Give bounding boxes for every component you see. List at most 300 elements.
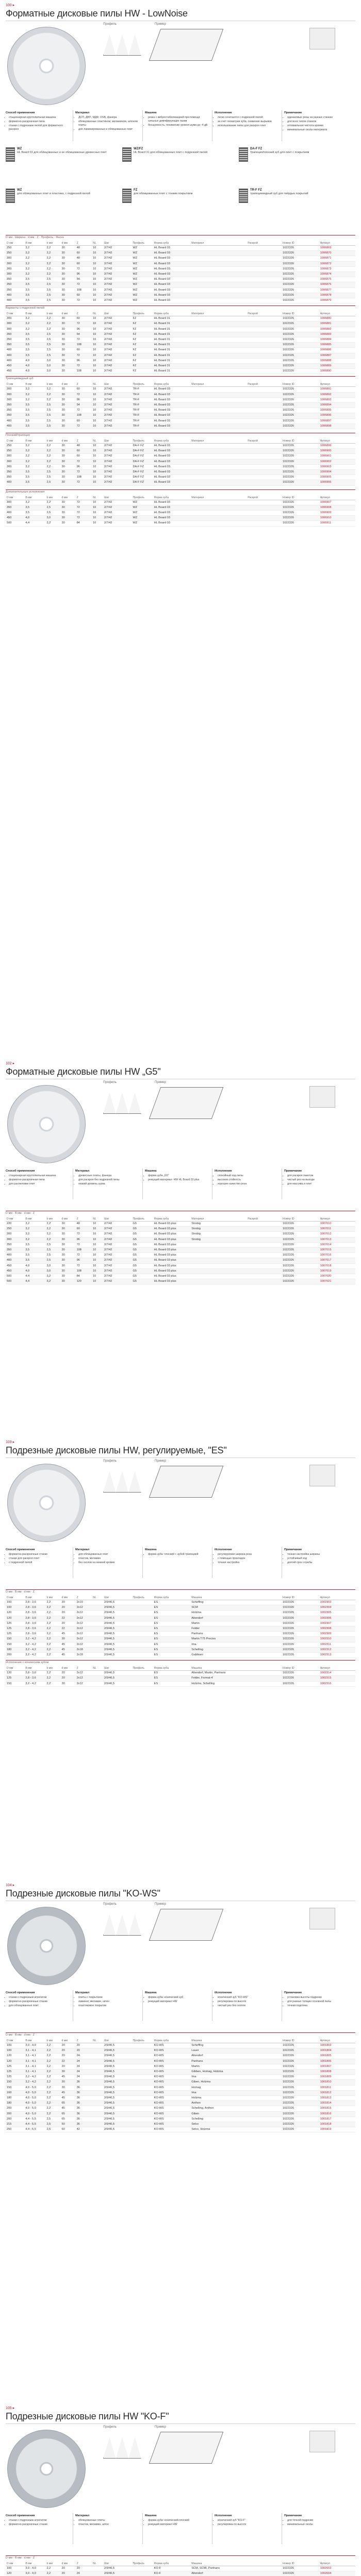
table-cell: 3,5 xyxy=(24,298,45,303)
table-cell: 30 xyxy=(61,1279,76,1284)
info-column xyxy=(75,1170,141,1187)
table-cell: HL Board 03 plus xyxy=(153,1253,191,1258)
table-cell: 1022326 xyxy=(282,470,319,475)
table-cell: 10 xyxy=(92,327,103,332)
table-cell: HL Board 03 xyxy=(153,470,191,475)
table-cell: 350 xyxy=(6,475,24,480)
table-header-cell: d мм xyxy=(61,1217,76,1222)
info-list-item: • для разных толщин основной пилы xyxy=(287,2000,350,2004)
table-cell: 2,2 xyxy=(45,272,60,277)
table-cell: KO-WS xyxy=(153,2101,191,2106)
table-cell: 2/7/42 xyxy=(103,480,132,485)
table-cell: KO-WS xyxy=(153,2085,191,2090)
table-header-cell: Профиль xyxy=(132,2039,153,2043)
tooth-profile-drawing xyxy=(103,1909,145,1936)
info-list-item: • для всех типов станков xyxy=(287,120,350,124)
table-cell xyxy=(247,1647,282,1652)
info-column-heading: Материал xyxy=(75,1991,90,1994)
table-cell: 3,5 xyxy=(24,1242,45,1247)
table-cell: 1022326 xyxy=(282,1279,319,1284)
table-cell xyxy=(92,2101,103,2106)
table-header-cell: Материал xyxy=(190,439,247,444)
table-cell: 1007015 xyxy=(319,1248,355,1253)
variant-thumbnail xyxy=(6,189,15,203)
table-cell: 2/7/42 xyxy=(103,272,132,277)
table-cell: DA-F FZ xyxy=(132,475,153,480)
table-header-cell: Раскрой xyxy=(247,382,282,387)
table-cell: 1006869 xyxy=(319,246,355,251)
table-header-row xyxy=(6,1666,355,1671)
table-cell: 20 xyxy=(61,1676,76,1681)
table-cell: G5 xyxy=(132,1242,153,1247)
table-cell: KO-WS xyxy=(153,2048,191,2054)
table-cell: 3,2 xyxy=(24,261,45,266)
table-cell: 2/7/42 xyxy=(103,327,132,332)
table-header-cell: Номер ID xyxy=(282,1217,319,1222)
table-cell xyxy=(247,2075,282,2080)
table-cell: 1022326 xyxy=(282,459,319,464)
table-cell: 150 xyxy=(6,1681,24,1686)
table-cell: Gabbiani xyxy=(190,1653,247,1658)
table-header-cell: Номер ID xyxy=(282,312,319,316)
table-cell: 100 xyxy=(6,1605,24,1611)
table-row xyxy=(6,2064,355,2069)
table-cell: 300 xyxy=(6,459,24,464)
table-cell: 1006892 xyxy=(319,392,355,397)
table-cell: 1022326 xyxy=(282,1248,319,1253)
table-cell: 300 xyxy=(6,1232,24,1237)
table-cell: 1006886 xyxy=(319,348,355,353)
table-cell: 2,2 xyxy=(45,1647,60,1652)
info-list-item: • минимальные сколы материала xyxy=(287,128,350,132)
spec-table xyxy=(6,439,355,486)
info-column xyxy=(6,1991,72,2008)
table-cell xyxy=(247,1268,282,1274)
table-cell: 1022326 xyxy=(282,2096,319,2101)
table-cell: 48 xyxy=(76,256,92,261)
table-cell: 1006907 xyxy=(319,500,355,505)
table-cell: 450 xyxy=(6,1268,24,1274)
table-cell xyxy=(247,1611,282,1616)
variant-description xyxy=(250,189,348,196)
table-cell: HL Board 03 plus xyxy=(153,1242,191,1247)
table-cell xyxy=(247,1279,282,1284)
table-cell: ES xyxy=(153,1671,191,1676)
table-cell xyxy=(92,1605,103,1611)
spec-table xyxy=(6,382,355,429)
table-cell: 1022326 xyxy=(282,2116,319,2122)
table-cell xyxy=(247,2059,282,2064)
table-cell: 300 xyxy=(6,1237,24,1242)
info-list-item: • форматно-раскроечные станки xyxy=(9,2523,72,2527)
table-header-cell: Материал xyxy=(190,1217,247,1222)
table-cell: HL Board 03 plus xyxy=(153,1237,191,1242)
table-cell: 2,5 xyxy=(45,505,60,510)
table-cell: 1006911 xyxy=(319,521,355,526)
info-list-item: • точная настройка xyxy=(218,1561,281,1565)
table-cell: 125 xyxy=(6,1676,24,1681)
info-list-item: • использование пилы для раскроя плит xyxy=(218,124,281,128)
table-cell: HL Board 31 xyxy=(153,353,191,358)
table-cell: 1001812 xyxy=(319,2090,355,2095)
table-cell: 3,5 xyxy=(24,505,45,510)
table-cell: Strobig xyxy=(190,1222,247,1227)
table-cell: 30 xyxy=(61,423,76,429)
table-cell: 3,5 xyxy=(24,348,45,353)
table-cell: 108 xyxy=(76,475,92,480)
table-cell: 4,0 xyxy=(24,1268,45,1274)
table-cell: 30 xyxy=(61,348,76,353)
spec-table xyxy=(6,241,355,303)
table-cell: 1022326 xyxy=(282,454,319,459)
table-header-cell: b мм xyxy=(45,241,60,246)
table-row xyxy=(6,282,355,287)
table-cell xyxy=(190,413,247,418)
table-cell: WZ xyxy=(132,277,153,282)
table-cell: Scheffing xyxy=(190,2043,247,2048)
table-cell: 65 xyxy=(61,2101,76,2106)
table-cell xyxy=(247,2096,282,2101)
table-cell: 10 xyxy=(92,287,103,293)
table-cell xyxy=(190,1253,247,1258)
table-cell: 1022326 xyxy=(282,1653,319,1658)
table-cell: 22 xyxy=(61,2059,76,2064)
table-cell: 300 xyxy=(6,261,24,266)
info-column xyxy=(215,1548,281,1565)
table-cell: WZ xyxy=(132,287,153,293)
table-header-cell: Материал xyxy=(190,382,247,387)
table-cell: 1001819 xyxy=(319,2127,355,2132)
table-row xyxy=(6,246,355,251)
table-cell: 30 xyxy=(61,470,76,475)
info-column xyxy=(6,111,72,132)
info-column xyxy=(145,1991,211,2004)
table-cell xyxy=(190,332,247,337)
table-cell: HL Board 03 xyxy=(153,246,191,251)
table-cell: 1022326 xyxy=(282,403,319,408)
table-cell: FZ xyxy=(132,353,153,358)
table-row xyxy=(6,475,355,480)
table-row xyxy=(6,1621,355,1626)
table-cell xyxy=(92,2059,103,2064)
table-cell xyxy=(132,1621,153,1626)
table-cell: WZ xyxy=(132,516,153,521)
table-cell: FZ xyxy=(132,327,153,332)
table-cell: 2/9/46,5 xyxy=(103,1671,132,1676)
table-cell: 1022326 xyxy=(282,1600,319,1605)
info-list-item: • форма зуба: конический-плоский xyxy=(148,2519,211,2522)
table-row xyxy=(6,2116,355,2122)
table-cell: 2,2 xyxy=(45,1637,60,1642)
table-cell: 3,5 xyxy=(24,337,45,343)
table-cell xyxy=(190,464,247,469)
table-cell: 1022326 xyxy=(282,251,319,256)
table-cell: Martin T75 Preciso xyxy=(190,1637,247,1642)
table-cell: Homag xyxy=(190,2085,247,2090)
table-cell: 30 xyxy=(61,251,76,256)
info-list-item: • режущий материал HW xyxy=(148,2523,211,2527)
table-cell: 30 xyxy=(61,500,76,505)
table-cell: 1022326 xyxy=(282,464,319,469)
table-cell: 108 xyxy=(76,343,92,348)
table-cell xyxy=(190,444,247,449)
table-cell: 3,2 xyxy=(24,449,45,454)
table-cell: HL Board 03 xyxy=(153,282,191,287)
table-cell: 2/7/42 xyxy=(103,282,132,287)
table-cell: 120 xyxy=(6,2054,24,2059)
table-cell: 10 xyxy=(92,516,103,521)
table-cell: 2/9/46,5 xyxy=(103,2064,132,2069)
info-list-item: • с помощью прокладок xyxy=(218,1557,281,1561)
table-cell: 125 xyxy=(6,1626,24,1632)
info-column-heading: Примечание xyxy=(284,1991,302,1994)
table-header-cell: NL xyxy=(92,496,103,500)
table-cell xyxy=(92,1632,103,1637)
table-cell: 1006893 xyxy=(319,397,355,402)
table-cell: 30 xyxy=(61,397,76,402)
table-header-cell: Артикул xyxy=(319,382,355,387)
table-cell: 1006889 xyxy=(319,364,355,369)
table-header-cell: Форма зуба xyxy=(153,312,191,316)
table-header-cell: Машина xyxy=(190,1666,247,1671)
table-cell: 120 xyxy=(6,2059,24,2064)
info-list xyxy=(6,116,72,131)
table-cell xyxy=(190,459,247,464)
table-row xyxy=(6,423,355,429)
table-cell: 2,2 xyxy=(45,1605,60,1611)
table-cell: G5 xyxy=(132,1279,153,1284)
table-cell xyxy=(190,387,247,392)
table-cell xyxy=(132,2048,153,2054)
info-column-heading: Исполнение xyxy=(215,1548,232,1551)
table-row xyxy=(6,1605,355,1611)
table-cell: 30 xyxy=(61,337,76,343)
table-header-cell: b мм xyxy=(45,312,60,316)
info-column xyxy=(284,1548,350,1565)
table-cell: 3,0 xyxy=(45,516,60,521)
table-cell xyxy=(190,369,247,374)
info-list xyxy=(215,116,281,128)
table-row xyxy=(6,1268,355,1274)
table-cell: 22 xyxy=(61,1626,76,1632)
table-cell: 350 xyxy=(6,343,24,348)
table-cell: 1022326 xyxy=(282,1642,319,1647)
table-cell: HL Board 03 xyxy=(153,480,191,485)
table-cell: 108 xyxy=(76,1248,92,1253)
table-cell xyxy=(247,511,282,516)
column-divider xyxy=(142,1990,143,2021)
table-cell: 1022326 xyxy=(282,1222,319,1227)
table-cell: 30 xyxy=(61,521,76,526)
table-cell: 24 xyxy=(76,2064,92,2069)
table-cell: 10 xyxy=(92,403,103,408)
table-row xyxy=(6,397,355,402)
table-row xyxy=(6,2085,355,2090)
table-cell xyxy=(132,1626,153,1632)
table-cell xyxy=(247,500,282,505)
table-cell: 2,8 - 3,6 xyxy=(24,1611,45,1616)
table-cell: 10 xyxy=(92,343,103,348)
table-cell: 400 xyxy=(6,358,24,363)
table-cell xyxy=(132,2075,153,2080)
table-cell xyxy=(247,2085,282,2090)
table-cell: 72 xyxy=(76,500,92,505)
caption-profile: Профиль xyxy=(103,1903,117,1906)
table-row xyxy=(6,358,355,363)
table-cell: 250 xyxy=(6,444,24,449)
table-cell: 400 xyxy=(6,1253,24,1258)
table-cell: 2,5 xyxy=(45,277,60,282)
table-cell: 1006897 xyxy=(319,418,355,423)
table-header-cell: Номер ID xyxy=(282,496,319,500)
info-column xyxy=(75,2514,141,2527)
table-cell: Anthon xyxy=(190,2101,247,2106)
table-cell: 2x12 xyxy=(76,1642,92,1647)
table-cell: 300 xyxy=(6,454,24,459)
table-row xyxy=(6,2048,355,2054)
info-list-item: • устойчивый ход xyxy=(287,1557,350,1561)
table-cell: 1001814 xyxy=(319,2101,355,2106)
table-cell: 1022326 xyxy=(282,316,319,321)
table-cell: 60 xyxy=(76,293,92,298)
table-cell xyxy=(190,353,247,358)
table-cell: 30 xyxy=(61,403,76,408)
table-row xyxy=(6,364,355,369)
table-cell: 1002603 xyxy=(319,2566,355,2571)
table-cell: HL Board 03 xyxy=(153,403,191,408)
table-cell: 30 xyxy=(61,1637,76,1642)
table-row xyxy=(6,348,355,353)
table-cell: 2/9/46,5 xyxy=(103,2122,132,2127)
table-cell: 3,2 xyxy=(24,392,45,397)
table-cell: 2/7/42 xyxy=(103,321,132,327)
table-header-cell: Z xyxy=(76,496,92,500)
table-cell: HL Board 03 xyxy=(153,266,191,272)
info-list-item: • за счёт геометрии зуба, снижение вырывов xyxy=(218,120,281,124)
table-cell: 2,5 xyxy=(45,408,60,413)
table-row xyxy=(6,277,355,282)
section-code: 100 ▸ xyxy=(6,4,15,7)
table-cell: 3,2 - 4,2 xyxy=(24,1637,45,1642)
table-cell: 10 xyxy=(92,332,103,337)
table-header-cell: d мм xyxy=(61,312,76,316)
table-cell: 4,4 xyxy=(24,1279,45,1284)
table-cell: 1002314 xyxy=(319,1671,355,1676)
table-cell: 10 xyxy=(92,1258,103,1263)
variant-thumbnail xyxy=(6,147,15,162)
table-cell: HL Board 03 plus xyxy=(153,1248,191,1253)
table-cell: 60 xyxy=(76,387,92,392)
table-cell: 2/7/42 xyxy=(103,251,132,256)
table-cell: 2,5 xyxy=(45,343,60,348)
table-cell: HL Board 03 xyxy=(153,298,191,303)
variant-description xyxy=(134,147,232,155)
table-row xyxy=(6,480,355,485)
table-cell: 2/9/46,5 xyxy=(103,1642,132,1647)
table-cell: 1001813 xyxy=(319,2096,355,2101)
table-cell xyxy=(247,1621,282,1626)
table-cell xyxy=(247,251,282,256)
table-cell: 2/7/42 xyxy=(103,1242,132,1247)
table-row xyxy=(6,500,355,505)
table-header-cell: Профиль xyxy=(132,1596,153,1600)
table-cell xyxy=(247,2048,282,2054)
table-header-cell: Форма зуба xyxy=(153,1596,191,1600)
table-cell xyxy=(190,256,247,261)
table-cell: 72 xyxy=(76,1263,92,1268)
table-cell xyxy=(92,2043,103,2048)
table-cell: 1022326 xyxy=(282,298,319,303)
table-cell xyxy=(247,392,282,397)
table-cell: 2/7/42 xyxy=(103,353,132,358)
table-row xyxy=(6,353,355,358)
table-cell: KO-WS xyxy=(153,2059,191,2064)
table-row xyxy=(6,2096,355,2101)
table-cell: 2/9/46,5 xyxy=(103,2075,132,2080)
table-cell: 3,2 - 4,2 xyxy=(24,2080,45,2085)
table-cell: TR-F xyxy=(132,403,153,408)
table-cell: 1022326 xyxy=(282,2085,319,2090)
table-cell: 180 xyxy=(6,2096,24,2101)
table-cell: 30 xyxy=(61,2085,76,2090)
table-cell: 2/7/42 xyxy=(103,521,132,526)
table-cell: ES xyxy=(153,1632,191,1637)
table-cell: 1006877 xyxy=(319,287,355,293)
table-cell: 2,2 xyxy=(45,2566,60,2571)
table-cell: 1006904 xyxy=(319,470,355,475)
table-cell: 1006903 xyxy=(319,464,355,469)
table-cell: G5 xyxy=(132,1253,153,1258)
table-cell xyxy=(92,1637,103,1642)
table-cell xyxy=(132,2070,153,2075)
table-cell xyxy=(247,1222,282,1227)
table-cell xyxy=(190,277,247,282)
table-cell xyxy=(247,403,282,408)
section-title: Подрезные дисковые пилы "KO-WS" xyxy=(6,1888,160,1899)
table-cell xyxy=(190,449,247,454)
table-cell: 2,2 xyxy=(45,1676,60,1681)
table-cell: 3,0 - 4,0 xyxy=(24,2043,45,2048)
table-row xyxy=(6,1647,355,1652)
table-header-cell: Материал xyxy=(190,312,247,316)
table-cell xyxy=(247,1653,282,1658)
table-cell: KO-WS xyxy=(153,2090,191,2095)
table-cell: 48 xyxy=(76,246,92,251)
table-cell xyxy=(247,408,282,413)
table-cell: 10 xyxy=(92,449,103,454)
table-cell: 2,2 xyxy=(45,444,60,449)
table-cell xyxy=(247,246,282,251)
table-cell: 100 xyxy=(6,2048,24,2054)
table-cell: 2,2 xyxy=(45,2085,60,2090)
table-cell xyxy=(92,2566,103,2571)
table-cell: 1022326 xyxy=(282,272,319,277)
table-cell: 300 xyxy=(6,464,24,469)
table-cell: 2/7/42 xyxy=(103,516,132,521)
table-cell: 10 xyxy=(92,321,103,327)
table-cell: 1006882 xyxy=(319,327,355,332)
table-cell: FZ xyxy=(132,348,153,353)
table-cell xyxy=(190,397,247,402)
table-cell: 2,2 xyxy=(45,2070,60,2075)
table-row xyxy=(6,1642,355,1647)
table-cell: Ima xyxy=(190,1642,247,1647)
table-cell: 3,0 - 4,0 xyxy=(24,2571,45,2576)
table-cell xyxy=(190,1248,247,1253)
info-column-heading: Машина xyxy=(145,2514,157,2517)
table-cell xyxy=(247,480,282,485)
info-list-item: • для раскроя пакетом xyxy=(287,1174,350,1178)
